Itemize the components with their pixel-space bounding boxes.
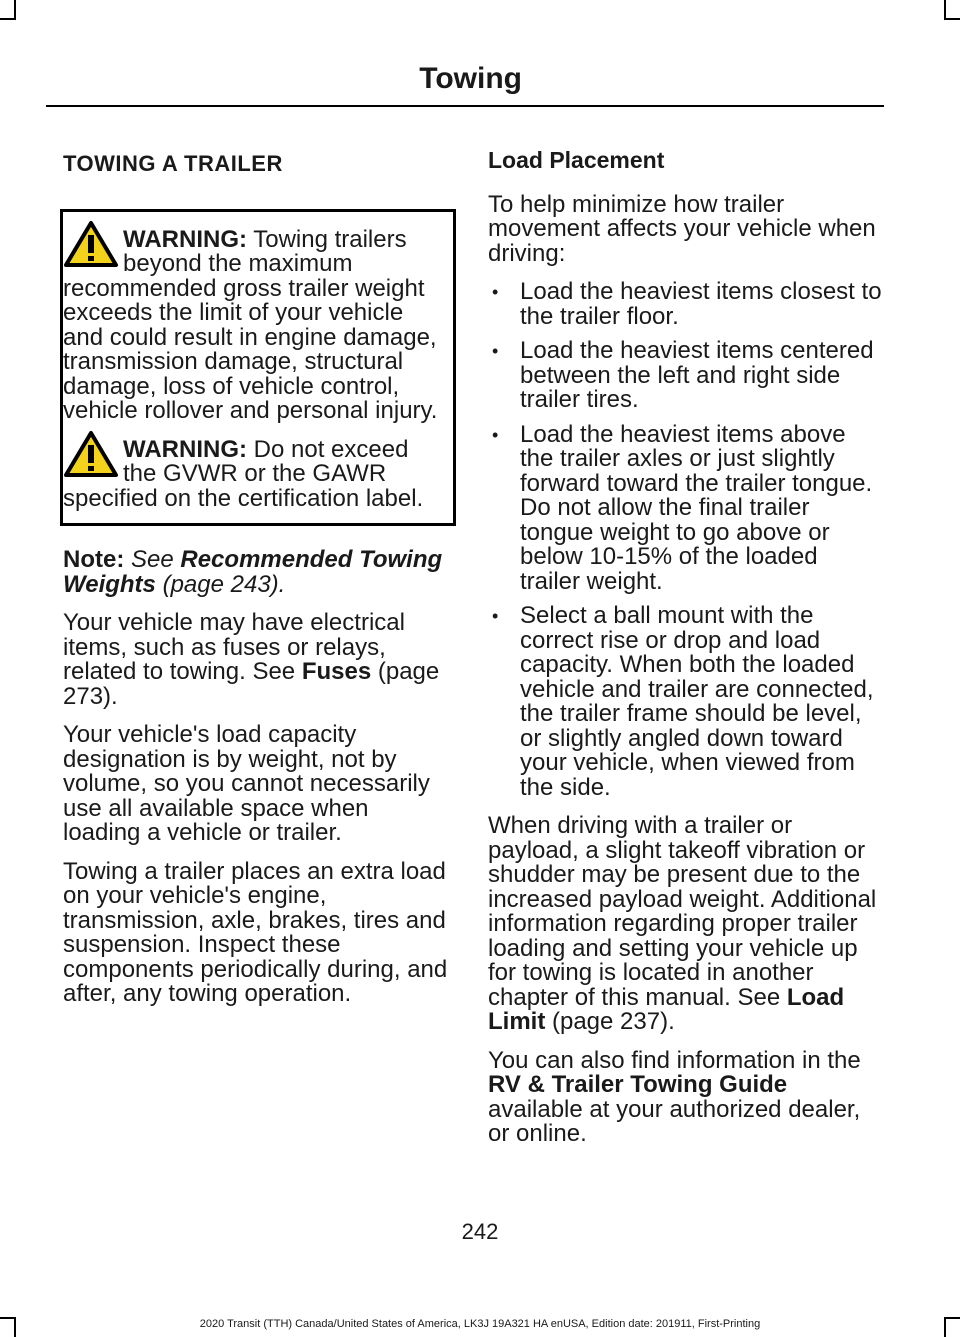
paragraph: To help minimize how trailer movement affects your vehicle when driving: [488, 190, 876, 267]
warning-triangle-icon [63, 220, 119, 268]
note-reference-link[interactable]: Recommended Towing Weights [63, 546, 443, 598]
paragraph-text: When driving with a trailer or payload, a slight takeoff vibration or shudder may be present due to the increased payload weight. Additional information regarding proper trailer loading and setting your vehicle up for towing is located in another chapter of this manual. See [488, 812, 877, 1011]
paragraph [488, 1046, 883, 1147]
warning-label: WARNING: [123, 225, 247, 253]
warning-box [60, 209, 456, 527]
paragraph-text: You can also find information in the [488, 1046, 861, 1074]
bullet-list [488, 280, 883, 800]
crop-mark [0, 18, 16, 20]
right-column [488, 148, 883, 1161]
warning-text: Do not exceed the GVWR or the GAWR specified on the certification label. [63, 435, 424, 512]
load-limit-reference-link[interactable]: Load Limit [488, 983, 845, 1035]
crop-mark [944, 0, 946, 18]
guide-reference: RV & Trailer Towing Guide [488, 1071, 788, 1098]
crop-mark [944, 18, 960, 20]
warning-text: Towing trailers beyond the maximum recommended gross trailer weight exceeds the limit of your vehicle and could result in engine damage, transmission damage, structural damage, loss of vehicle control, vehicle rollover and personal injury. [63, 225, 438, 424]
footer-text: 2020 Transit (TTH) Canada/United States of America, LK3J 19A321 HA enUSA, Edition date: 201911, First-Printing [199, 1318, 761, 1330]
section-title: TOWING A TRAILER [63, 151, 283, 176]
paragraph [63, 611, 448, 709]
header-divider [46, 105, 884, 107]
list-item: • Load the heaviest items closest to the trailer floor. [488, 280, 883, 329]
paragraph-text: Your vehicle may have electrical items, such as fuses or relays, related to towing. See [63, 609, 405, 685]
fuses-reference-link[interactable]: Fuses [301, 658, 372, 685]
note-paragraph [63, 548, 448, 597]
list-item: • Select a ball mount with the correct rise or drop and load capacity. When both the loaded vehicle and trailer are connected, the trailer frame should be level, or slightly angled down toward your vehicle, when viewed from the side. [488, 604, 883, 800]
warning-item [63, 225, 445, 424]
page-number: 242 [461, 1219, 499, 1244]
note-page-ref: (page 243). [155, 570, 286, 598]
page-header-title: Towing [419, 62, 522, 95]
subsection-title: Load Placement [488, 147, 665, 173]
paragraph: Towing a trailer places an extra load on your vehicle's engine, transmission, axle, brakes, tires and suspension. Inspect these components periodically during, and after, any towing operation. [63, 857, 448, 1007]
list-item: • Load the heaviest items centered between the left and right side trailer tires. [488, 339, 883, 413]
note-label: Note: [63, 546, 125, 573]
crop-mark [14, 0, 16, 18]
page-ref: (page 273). [63, 658, 440, 710]
warning-label: WARNING: [123, 435, 247, 463]
warning-item [63, 435, 445, 512]
page-ref: (page 237). [545, 1008, 675, 1035]
paragraph [488, 814, 883, 1035]
note-see: See [131, 546, 181, 573]
paragraph-text: available at your authorized dealer, or online. [488, 1095, 861, 1147]
list-item: • Load the heaviest items above the trailer axles or just slightly forward toward the trailer tongue. Do not allow the final trailer tongue weight to go above or below 10-15% of the loaded trailer weight. [488, 423, 883, 595]
left-column [63, 152, 448, 1021]
paragraph: Your vehicle's load capacity designation is by weight, not by volume, so you cannot necessarily use all available space when loading a vehicle or trailer. [63, 721, 430, 846]
warning-triangle-icon [63, 430, 119, 478]
